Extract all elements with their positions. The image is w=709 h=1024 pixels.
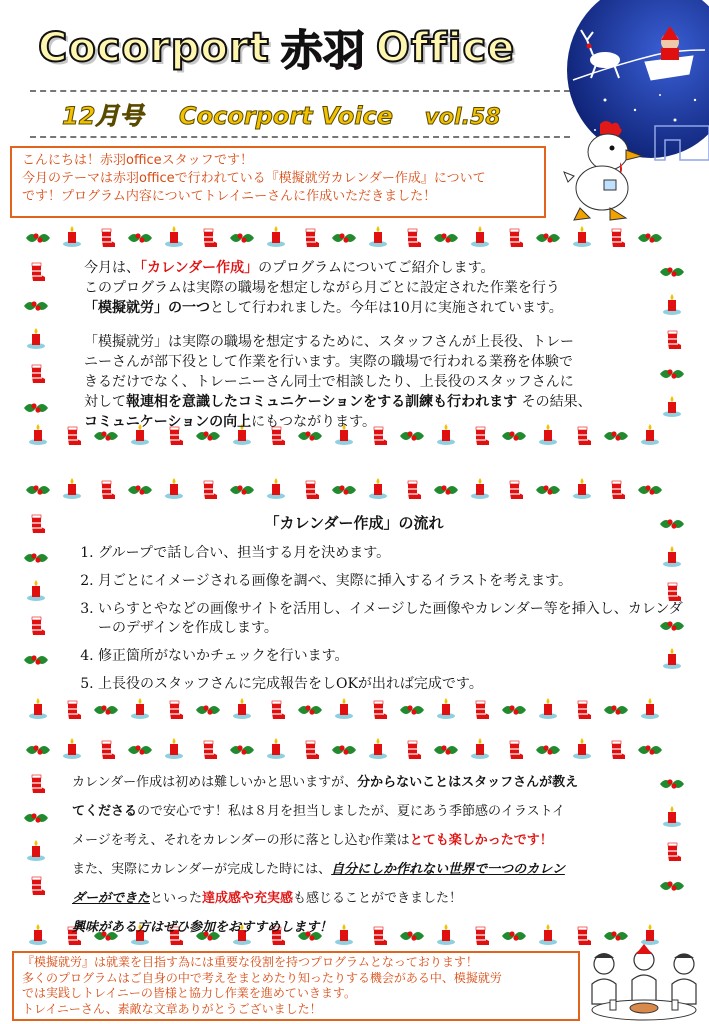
holly-icon <box>128 233 152 242</box>
stocking-icon <box>510 229 523 247</box>
holly-icon <box>332 745 356 754</box>
trainee-comment-frame <box>22 738 686 948</box>
logo-cocorport: Cocorport <box>38 25 270 71</box>
holly-icon <box>536 233 560 242</box>
calendar-flow-frame <box>22 478 686 722</box>
holly-icon <box>196 705 220 714</box>
flow-step: 5. 上長役のスタッフさんに完成報告をしOKが出れば完成です。 <box>98 675 688 694</box>
voice-title: Cocorport Voice <box>178 102 394 130</box>
stocking-icon <box>476 701 489 719</box>
stocking-icon <box>306 481 319 499</box>
flow-step: 2. 月ごとにイメージされる画像を調べ、実際に挿入するイラストを考えます。 <box>98 572 688 591</box>
emphasis-text: 分からないことはスタッフさんが教え <box>357 775 579 790</box>
intro-line: です！プログラム内容についてトレイニーさんに作成いただきました！ <box>22 189 437 204</box>
stocking-icon <box>408 229 421 247</box>
holly-icon <box>26 745 50 754</box>
text: ニーさんが部下役として作業を行います。実際の職場で行われる業務を体験で <box>84 354 573 370</box>
candle-icon <box>29 424 47 445</box>
text: その結果、 <box>521 394 592 410</box>
holly-icon <box>24 403 48 412</box>
stocking-icon <box>612 741 625 759</box>
stocking-icon <box>510 741 523 759</box>
flow-step: 4. 修正箇所がないかチェックを行います。 <box>98 647 688 666</box>
text: ので安心です！私は８月を担当しましたが、夏にあう季節感のイラストイ <box>137 804 565 819</box>
text: のプログラムについてご紹介します。 <box>258 260 495 276</box>
holly-icon <box>128 745 152 754</box>
text: 対して <box>84 394 126 410</box>
holly-icon <box>230 485 254 494</box>
holly-icon <box>128 485 152 494</box>
emphasis-text: ダーができた <box>72 891 151 906</box>
stocking-icon <box>612 481 625 499</box>
program-intro-frame <box>22 226 686 448</box>
footer-line: では実践しトレイニーの皆様と協力し作業を進めていきます。 <box>22 986 356 1000</box>
flow-steps-list <box>62 544 688 703</box>
logo-akabane: 赤羽 <box>280 26 365 75</box>
stocking-icon <box>408 741 421 759</box>
text: カレンダー作成は初めは難しいかと思いますが、 <box>72 775 358 790</box>
holly-icon <box>332 233 356 242</box>
text: 「模擬就労」は実際の職場を想定するために、スタッフさんが上長役、トレー <box>84 334 574 350</box>
holly-icon <box>298 431 322 440</box>
footer-line: 『模擬就労』は就業を目指す為には重要な役割を持つプログラムとなっております！ <box>22 955 478 969</box>
text: といった <box>150 891 203 906</box>
text: も感じることができました！ <box>293 891 463 906</box>
holly-icon <box>434 485 458 494</box>
holly-icon <box>196 431 220 440</box>
holly-icon <box>400 705 424 714</box>
candle-icon <box>63 738 81 759</box>
candle-icon <box>63 226 81 247</box>
candle-icon <box>573 738 591 759</box>
text: メージを考え、それをカレンダーの形に落とし込む作業は <box>72 833 410 848</box>
emphasis-text: コミュニケーションの向上 <box>84 414 252 430</box>
stocking-icon <box>32 775 45 793</box>
text: として行われました。今年は10月に実施されています。 <box>210 300 563 316</box>
candle-icon <box>165 226 183 247</box>
stocking-icon <box>204 229 217 247</box>
stocking-icon <box>612 229 625 247</box>
holly-icon <box>502 431 526 440</box>
emphasis-text: 自分にしか作れない世界で一つのカレン <box>331 862 565 877</box>
text: きるだけでなく、トレーニーさん同士で相談したり、上長役のスタッフさんに <box>84 374 574 390</box>
stocking-icon <box>32 617 45 635</box>
holly-icon <box>24 301 48 310</box>
flow-title: 「カレンダー作成」の流れ <box>264 514 444 532</box>
text: このプログラムは実際の職場を想定しながら月ごとに設定された作業を行う <box>84 280 560 296</box>
stocking-icon <box>68 701 81 719</box>
holly-icon <box>638 745 662 754</box>
holly-icon <box>26 233 50 242</box>
candle-icon <box>27 580 45 601</box>
issue-month: 12月号 <box>62 102 144 130</box>
holly-icon <box>230 233 254 242</box>
emphasis-text: てくださる <box>72 804 138 819</box>
holly-icon <box>24 553 48 562</box>
closing-line: 興味がある方はぜひ参加をおすすめします！ <box>72 920 333 935</box>
chicken-mascot <box>560 118 644 222</box>
candle-icon <box>27 840 45 861</box>
stocking-icon <box>170 701 183 719</box>
holly-icon <box>536 745 560 754</box>
candle-icon <box>471 226 489 247</box>
issue-subtitle <box>62 96 501 131</box>
stocking-icon <box>102 229 115 247</box>
holly-icon <box>638 233 662 242</box>
candle-icon <box>27 328 45 349</box>
holly-icon <box>638 485 662 494</box>
holly-icon <box>400 431 424 440</box>
candle-icon <box>165 478 183 499</box>
stocking-icon <box>32 263 45 281</box>
stocking-icon <box>68 427 81 445</box>
text: 今月は、 <box>84 260 140 276</box>
stocking-icon <box>306 741 319 759</box>
holly-icon <box>434 745 458 754</box>
candle-icon <box>267 478 285 499</box>
emphasis-text: 「模擬就労」の一つ <box>84 300 210 316</box>
stocking-icon <box>272 701 285 719</box>
text: また、実際にカレンダーが完成した時には、 <box>72 862 332 877</box>
holly-icon <box>230 745 254 754</box>
emphasis-text: 「カレンダー作成」 <box>140 260 259 276</box>
stocking-icon <box>306 229 319 247</box>
stocking-icon <box>102 481 115 499</box>
candle-icon <box>369 478 387 499</box>
intro-line: こんにちは！赤羽officeスタッフです！ <box>22 153 254 168</box>
trainee-comment-text <box>72 768 672 942</box>
candle-icon <box>573 478 591 499</box>
candle-icon <box>165 738 183 759</box>
holly-icon <box>536 485 560 494</box>
bottom-divider <box>30 136 570 138</box>
newsletter-logo <box>38 18 515 76</box>
holly-icon <box>24 813 48 822</box>
holly-icon <box>502 705 526 714</box>
footer-note-box <box>12 951 580 1021</box>
footer-line: トレイニーさん、素敵な文章ありがとうございました！ <box>22 1001 322 1016</box>
candle-icon <box>29 698 47 719</box>
holly-icon <box>94 705 118 714</box>
text: にもつながります。 <box>251 414 377 430</box>
flow-step: 3. いらすとやなどの画像サイトを活用し、イメージした画像やカレンダー等を挿入し、カレンダーのデザインを作成します。 <box>98 600 688 638</box>
stocking-icon <box>408 481 421 499</box>
holly-icon <box>332 485 356 494</box>
program-intro-text <box>84 258 674 432</box>
candle-icon <box>369 738 387 759</box>
holly-icon <box>604 705 628 714</box>
intro-box <box>10 146 546 218</box>
holly-icon <box>26 485 50 494</box>
candle-icon <box>267 226 285 247</box>
emphasis-text: とても楽しかったです！ <box>409 833 553 848</box>
candle-icon <box>29 924 47 945</box>
stocking-icon <box>578 701 591 719</box>
candle-icon <box>471 738 489 759</box>
flow-step: 1. グループで話し合い、担当する月を決めます。 <box>98 544 688 563</box>
footer-line: 多くのプログラムはご自身の中で考えをまとめたり知ったりする機会がある中、模擬就労 <box>22 970 502 985</box>
stocking-icon <box>510 481 523 499</box>
holly-icon <box>604 431 628 440</box>
volume-number: vol.58 <box>424 105 501 130</box>
intro-line: 今月のテーマは赤羽officeで行われている『模擬就労カレンダー作成』について <box>22 171 486 186</box>
candle-icon <box>573 226 591 247</box>
candle-icon <box>369 226 387 247</box>
holly-icon <box>434 233 458 242</box>
candle-icon <box>267 738 285 759</box>
emphasis-text: 達成感や充実感 <box>202 891 294 906</box>
stocking-icon <box>32 877 45 895</box>
stocking-icon <box>102 741 115 759</box>
top-divider <box>30 90 570 92</box>
party-people-illustration <box>582 944 706 1024</box>
logo-office: Office <box>375 25 516 71</box>
candle-icon <box>471 478 489 499</box>
emphasis-text: 報連相を意識したコミュニケーションをする訓練も行われます <box>126 394 518 410</box>
stocking-icon <box>204 741 217 759</box>
holly-icon <box>298 705 322 714</box>
candle-icon <box>63 478 81 499</box>
stocking-icon <box>32 365 45 383</box>
holly-icon <box>24 655 48 664</box>
stocking-icon <box>204 481 217 499</box>
stocking-icon <box>374 701 387 719</box>
holly-icon <box>94 431 118 440</box>
